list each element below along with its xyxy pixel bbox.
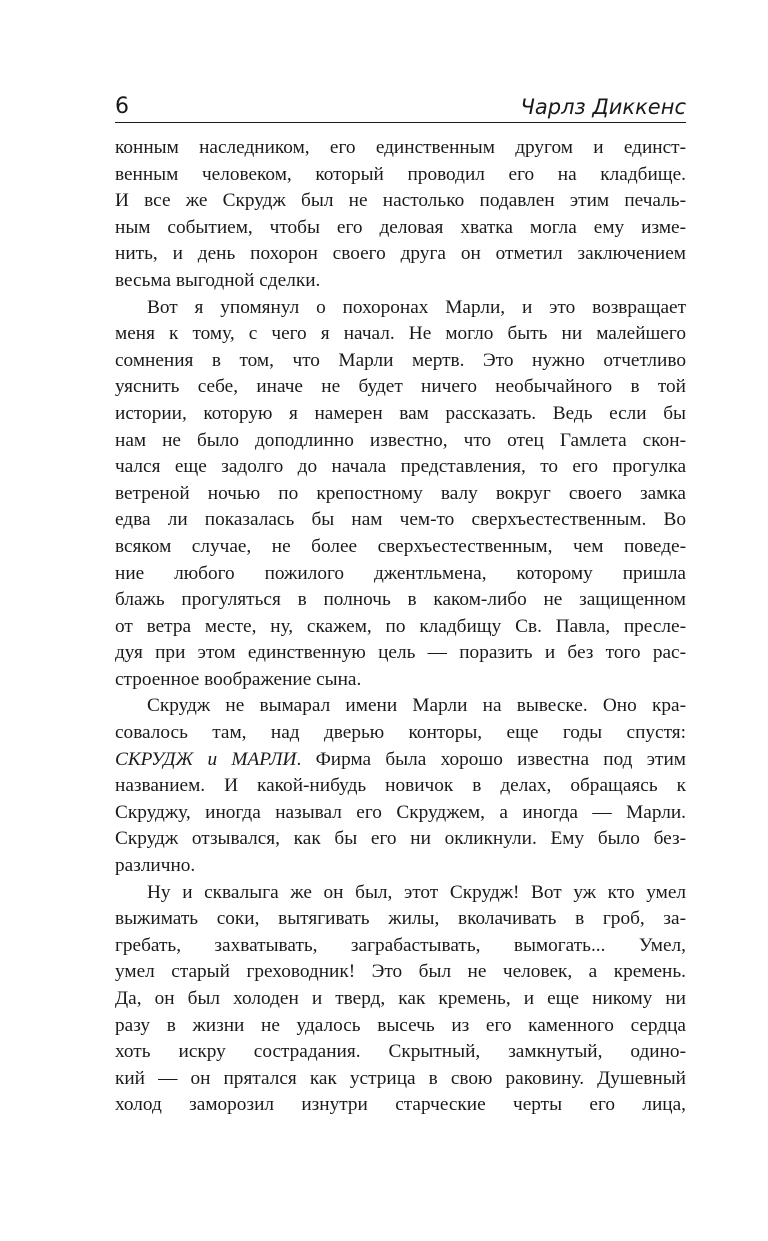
text-line: дуя при этом единственную цель — поразить и без того рас- bbox=[115, 642, 686, 664]
text-line: гребать, захватывать, заграбастывать, вымогать... Умел, bbox=[115, 934, 686, 956]
text-line: от ветра месте, ну, скажем, по кладбищу Св. Павла, пресле- bbox=[115, 615, 686, 637]
text-line: разу в жизни не удалось высечь из его каменного сердца bbox=[115, 1014, 686, 1036]
text-line: Скрудж не вымарал имени Марли на вывеске. Оно кра- bbox=[147, 695, 686, 717]
paragraph-2 bbox=[115, 295, 686, 694]
body-text bbox=[115, 135, 686, 1119]
text-line: венным человеком, который проводил его на кладбище. bbox=[115, 163, 686, 185]
text-line: И все же Скрудж был не настолько подавлен этим печаль- bbox=[115, 190, 686, 212]
text-line: умел старый греховодник! Это был не человек, а кремень. bbox=[115, 961, 686, 983]
text-line: всяком случае, не более сверхъестественным, чем поведе- bbox=[115, 535, 686, 557]
text-line: различно. bbox=[115, 855, 196, 877]
firm-name: СКРУДЖ и МАРЛИ bbox=[115, 748, 297, 770]
text-line bbox=[115, 747, 686, 774]
text-line: совалось там, над дверью конторы, еще годы спустя: bbox=[115, 722, 686, 744]
text-line: Скруджу, иногда называл его Скруджем, а иногда — Марли. bbox=[115, 801, 686, 823]
text-line: меня к тому, с чего я начал. Не могло быть ни малейшего bbox=[115, 323, 686, 345]
text-line: кий — он прятался как устрица в свою раковину. Душевный bbox=[115, 1067, 686, 1089]
text-line: выжимать соки, вытягивать жилы, вколачивать в гроб, за- bbox=[115, 908, 686, 930]
book-page bbox=[115, 88, 686, 1119]
text-line: чался еще задолго до начала представления, то его прогулка bbox=[115, 456, 686, 478]
text-line: Да, он был холоден и тверд, как кремень, и еще никому ни bbox=[115, 988, 686, 1009]
text-line: ние любого пожилого джентльмена, которому пришла bbox=[115, 562, 686, 584]
text-line: весьма выгодной сделки. bbox=[115, 269, 321, 291]
text-line: Скрудж отзывался, как бы его ни окликнули. Ему было без- bbox=[115, 828, 686, 850]
text-line: истории, которую я намерен вам рассказать. Ведь если бы bbox=[115, 402, 686, 424]
text-line: строенное воображение сына. bbox=[115, 668, 362, 690]
page-number: 6 bbox=[115, 94, 129, 119]
firm-line-rest: . Фирма была хорошо известна под этим bbox=[296, 748, 686, 770]
paragraph-1 bbox=[115, 135, 686, 295]
text-line: ным событием, чтобы его деловая хватка могла ему изме- bbox=[115, 216, 686, 238]
text-line: холод заморозил изнутри старческие черты его лица, bbox=[115, 1094, 686, 1116]
text-line: названием. И какой-нибудь новичок в делах, обращаясь к bbox=[115, 775, 686, 797]
text-line: Вот я упомянул о похоронах Марли, и это возвращает bbox=[147, 296, 686, 318]
text-line: блажь прогуляться в полночь в каком-либо не защищенном bbox=[115, 589, 686, 611]
text-line: хоть искру сострадания. Скрытный, замкнутый, одино- bbox=[115, 1041, 686, 1063]
page-header bbox=[115, 88, 686, 123]
text-line: нить, и день похорон своего друга он отметил заключением bbox=[115, 243, 686, 265]
text-line: нам не было доподлинно известно, что отец Гамлета скон- bbox=[115, 429, 686, 451]
text-line: едва ли показалась бы нам чем-то сверхъестественным. Во bbox=[115, 509, 686, 531]
text-line: сомнения в том, что Марли мертв. Это нужно отчетливо bbox=[115, 349, 686, 371]
paragraph-4 bbox=[115, 880, 686, 1119]
text-line: конным наследником, его единственным другом и единст- bbox=[115, 137, 686, 158]
text-line: уяснить себе, иначе не будет ничего необычайного в той bbox=[115, 376, 686, 398]
paragraph-3 bbox=[115, 693, 686, 879]
text-line: ветреной ночью по крепостному валу вокруг своего замка bbox=[115, 482, 686, 504]
running-head-author: Чарлз Диккенс bbox=[520, 95, 686, 119]
text-line: Ну и сквалыга же он был, этот Скрудж! Вот уж кто умел bbox=[147, 881, 686, 903]
